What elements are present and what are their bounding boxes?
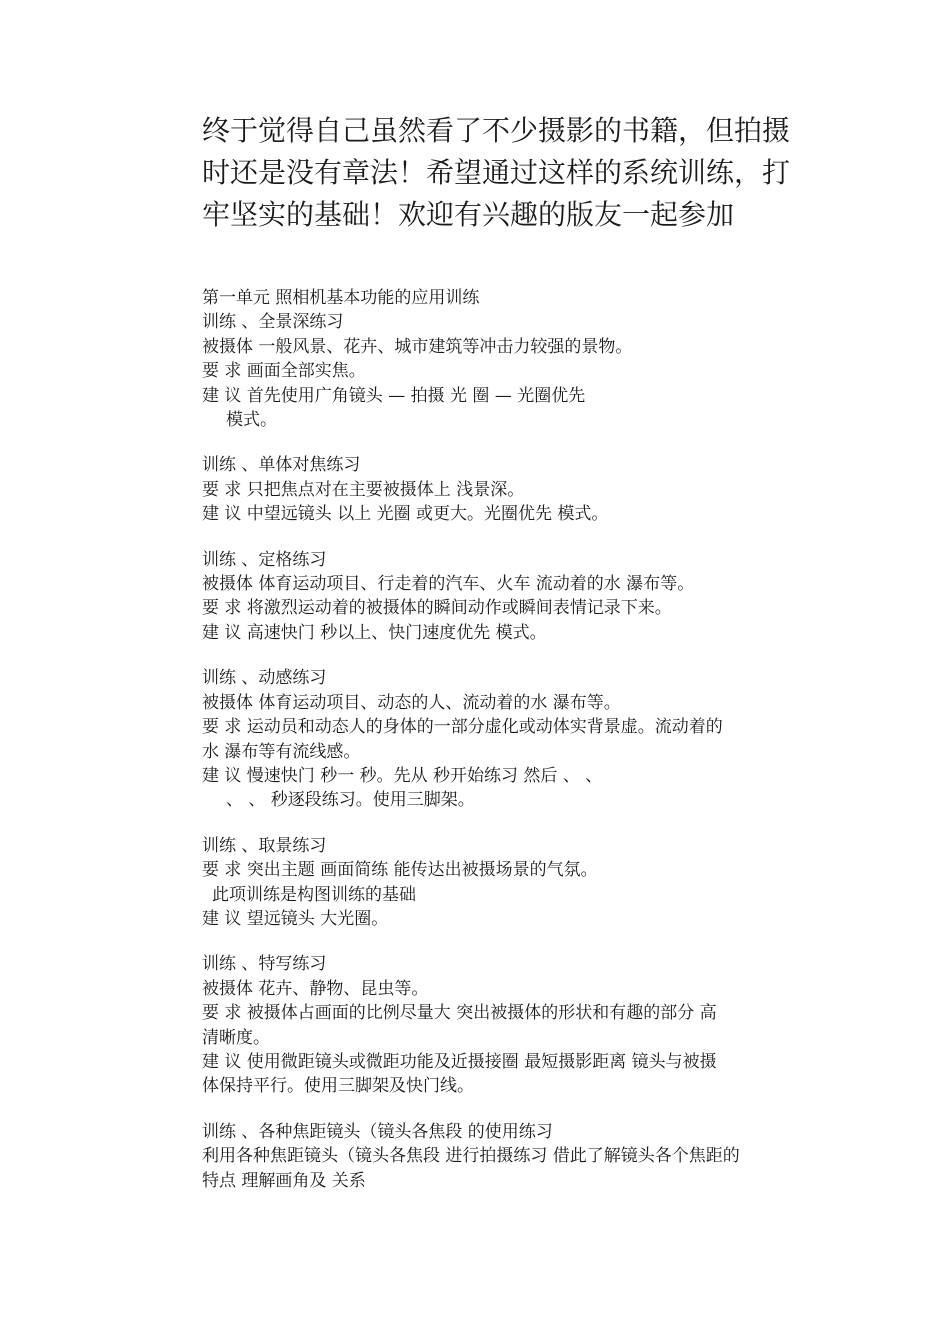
section-title: 训练 、单体对焦练习 — [202, 455, 361, 476]
spacer — [202, 1099, 822, 1120]
spacer — [202, 931, 822, 952]
description-line: 利用各种焦距镜头（镜头各焦段 进行拍摄练习 借此了解镜头各个焦距的 — [202, 1146, 740, 1167]
suggestion-line: 建 议 高速快门 秒以上、快门速度优先 模式。 — [202, 622, 547, 643]
description-continuation: 特点 理解画角及 关系 — [202, 1170, 366, 1191]
subject-line: 被摄体 体育运动项目、行走着的汽车、火车 流动着的水 瀑布等。 — [202, 574, 695, 595]
spacer — [202, 527, 822, 548]
suggestion-line: 建 议 中望远镜头 以上 光圈 或更大。光圈优先 模式。 — [202, 504, 609, 525]
spacer — [202, 432, 822, 453]
intro-paragraph — [202, 110, 822, 236]
suggestion-continuation: 、 、 秒逐段练习。使用三脚架。 — [226, 790, 475, 811]
section-title: 训练 、动感练习 — [202, 668, 327, 689]
requirement-line: 要 求 被摄体占画面的比例尽量大 突出被摄体的形状和有趣的部分 高 — [202, 1003, 717, 1024]
requirement-line: 要 求 突出主题 画面简练 能传达出被摄场景的气氛。 — [202, 860, 598, 881]
intro-line: 牢坚实的基础！欢迎有兴趣的版友一起参加 — [202, 198, 735, 231]
subject-line: 被摄体 花卉、静物、昆虫等。 — [202, 978, 429, 999]
unit-title: 第一单元 照相机基本功能的应用训练 — [202, 288, 480, 308]
suggestion-continuation: 模式。 — [226, 410, 277, 431]
intro-line: 时还是没有章法！希望通过这样的系统训练，打 — [202, 156, 791, 189]
spacer — [202, 813, 822, 834]
section-title: 训练 、全景深练习 — [202, 312, 344, 333]
subject-line: 被摄体 体育运动项目、动态的人、流动着的水 瀑布等。 — [202, 692, 621, 713]
section-title: 训练 、各种焦距镜头（镜头各焦段 的使用练习 — [202, 1121, 553, 1142]
section-title: 训练 、特写练习 — [202, 954, 327, 975]
suggestion-line: 建 议 慢速快门 秒一 秒。先从 秒开始练习 然后 、 、 — [202, 765, 603, 786]
requirement-continuation: 水 瀑布等有流线感。 — [202, 741, 361, 762]
requirement-line: 要 求 运动员和动态人的身体的一部分虚化或动体实背景虚。流动着的 — [202, 717, 723, 738]
suggestion-line: 建 议 望远镜头 大光圈。 — [202, 908, 389, 929]
requirement-line: 要 求 只把焦点对在主要被摄体上 浅景深。 — [202, 479, 525, 500]
training-content — [202, 286, 822, 1193]
suggestion-line: 建 议 首先使用广角镜头 — 拍摄 光 圈 — 光圈优先 — [202, 385, 586, 406]
suggestion-line: 建 议 使用微距镜头或微距功能及近摄接圈 最短摄影距离 镜头与被摄 — [202, 1051, 717, 1072]
section-title: 训练 、取景练习 — [202, 835, 327, 856]
section-title: 训练 、定格练习 — [202, 549, 327, 570]
requirement-continuation: 清晰度。 — [202, 1027, 270, 1048]
intro-line: 终于觉得自己虽然看了不少摄影的书籍，但拍摄 — [202, 114, 791, 147]
spacer — [202, 645, 822, 666]
requirement-line: 要 求 将激烈运动着的被摄体的瞬间动作或瞬间表情记录下来。 — [202, 598, 672, 619]
subject-line: 被摄体 一般风景、花卉、城市建筑等冲击力较强的景物。 — [202, 336, 633, 357]
suggestion-continuation: 体保持平行。使用三脚架及快门线。 — [202, 1076, 474, 1097]
requirement-line: 要 求 画面全部实焦。 — [202, 361, 366, 382]
note-line: 此项训练是构图训练的基础 — [212, 884, 416, 905]
